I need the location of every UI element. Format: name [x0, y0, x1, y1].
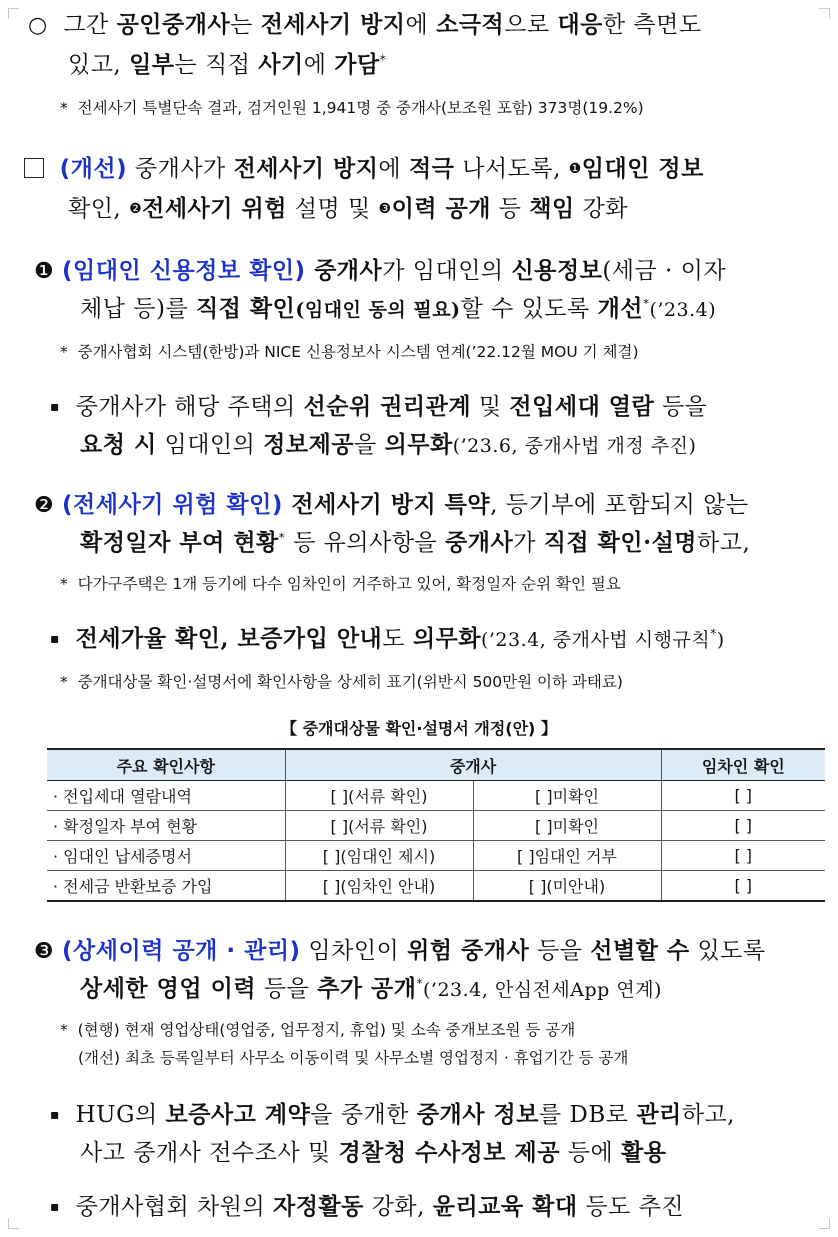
s2-line1: (개선) 중개사가 전세사기 방지에 적극 나서도록, ❶임대인 정보	[24, 150, 704, 183]
p2-line1: ❷ (전세사기 위험 확인) 전세사기 방지 특약, 등기부에 포함되지 않는	[34, 491, 749, 518]
table-row	[47, 811, 825, 841]
corner-mark	[8, 8, 19, 19]
p2-note: * 다가구주택은 1개 등기에 다수 임차인이 거주하고 있어, 확정일자 순위 확인 필요	[60, 575, 621, 593]
number-1-icon: ❶	[34, 259, 55, 284]
header-tenant: 임차인 확인	[661, 749, 825, 781]
s1-line2: 있고, 일부는 직접 사기에 가담*	[68, 51, 387, 78]
number-3-icon: ❸	[34, 939, 55, 964]
number-1-icon: ❶	[568, 161, 582, 177]
table-row	[47, 871, 825, 902]
corner-mark	[819, 8, 830, 19]
p3-bullet2: ▪ 중개사협회 차원의 자정활동 강화, 윤리교육 확대 등도 추진	[50, 1193, 685, 1220]
p2-line2: 확정일자 부여 현황* 등 유의사항을 중개사가 직접 확인·설명하고,	[80, 529, 751, 556]
row-option-b: [ ]임대인 거부	[473, 841, 661, 871]
corner-mark	[8, 1218, 19, 1229]
bullet-icon: ▪	[50, 1199, 60, 1215]
corner-mark	[819, 1218, 830, 1229]
square-bullet-icon	[24, 158, 44, 178]
bullet-icon: ▪	[50, 1107, 60, 1123]
row-option-b: [ ]미확인	[473, 781, 661, 811]
row-option-a: [ ](서류 확인)	[285, 781, 473, 811]
header-broker: 중개사	[285, 749, 661, 781]
s1-line1: ○ 그간 공인중개사는 전세사기 방지에 소극적으로 대응한 측면도	[28, 11, 702, 38]
p1-line2: 체납 등)를 직접 확인(임대인 동의 필요)할 수 있도록 개선*(’23.4)	[80, 295, 717, 322]
p3-line2: 상세한 영업 이력 등을 추가 공개*(’23.4, 안심전세App 연계)	[80, 975, 662, 1002]
p3-heading: (상세이력 공개 · 관리)	[62, 938, 301, 964]
p1-bullet-line1: ▪ 중개사가 해당 주택의 선순위 권리관계 및 전입세대 열람 등을	[50, 393, 708, 420]
p3-bullet1-line2: 사고 중개사 전수조사 및 경찰청 수사정보 제공 등에 활용	[80, 1139, 667, 1166]
row-tenant-check: [ ]	[661, 871, 825, 902]
table-caption: 【 중개대상물 확인·설명서 개정(안) 】	[281, 719, 557, 738]
row-option-a: [ ](서류 확인)	[285, 811, 473, 841]
number-3-icon: ❸	[378, 201, 392, 217]
p1-heading: (임대인 신용정보 확인)	[62, 258, 306, 284]
s2-line2: 확인, ❷전세사기 위험 설명 및 ❸이력 공개 등 책임 강화	[68, 195, 629, 222]
row-option-a: [ ](임대인 제시)	[285, 841, 473, 871]
row-item: · 임대인 납세증명서	[47, 841, 285, 871]
header-items: 주요 확인사항	[47, 749, 285, 781]
p1-bullet-line2: 요청 시 임대인의 정보제공을 의무화(’23.6, 중개사법 개정 추진)	[80, 431, 697, 458]
row-option-b: [ ]미확인	[473, 811, 661, 841]
p3-note-improved: (개선) 최초 등록일부터 사무소 이동이력 및 사무소별 영업정지 · 휴업기간 등 공개	[78, 1049, 629, 1067]
checklist-table	[47, 748, 825, 902]
row-tenant-check: [ ]	[661, 811, 825, 841]
table-row	[47, 781, 825, 811]
p2-bullet-line1: ▪ 전세가율 확인, 보증가입 안내도 의무화(’23.4, 중개사법 시행규칙*)	[50, 625, 725, 652]
table-header-row	[47, 749, 825, 781]
bullet-icon: ▪	[50, 399, 60, 415]
row-item: · 전세금 반환보증 가입	[47, 871, 285, 902]
p3-note-current: * (현행) 현재 영업상태(영업중, 업무정지, 휴업) 및 소속 중개보조원 등 공개	[60, 1021, 576, 1039]
circle-bullet-icon: ○	[28, 13, 48, 38]
row-option-b: [ ](미안내)	[473, 871, 661, 902]
p2-note2: * 중개대상물 확인·설명서에 확인사항을 상세히 표기(위반시 500만원 이하 과태료)	[60, 673, 623, 691]
bullet-icon: ▪	[50, 631, 60, 647]
row-option-a: [ ](임차인 안내)	[285, 871, 473, 902]
p2-heading: (전세사기 위험 확인)	[62, 492, 283, 518]
table-row	[47, 841, 825, 871]
p1-note: * 중개사협회 시스템(한방)과 NICE 신용정보사 시스템 연계(’22.12월 MOU 기 체결)	[60, 343, 639, 361]
s1-note: * 전세사기 특별단속 결과, 검거인원 1,941명 중 중개사(보조원 포함) 373명(19.2%)	[60, 99, 644, 117]
p3-bullet1-line1: ▪ HUG의 보증사고 계약을 중개한 중개사 정보를 DB로 관리하고,	[50, 1101, 735, 1128]
number-2-icon: ❷	[129, 201, 143, 217]
row-item: · 전입세대 열람내역	[47, 781, 285, 811]
s2-heading: (개선)	[59, 156, 128, 182]
row-tenant-check: [ ]	[661, 781, 825, 811]
row-item: · 확정일자 부여 현황	[47, 811, 285, 841]
row-tenant-check: [ ]	[661, 841, 825, 871]
number-2-icon: ❷	[34, 493, 55, 518]
p3-line1: ❸ (상세이력 공개 · 관리) 임차인이 위험 중개사 등을 선별할 수 있도록	[34, 937, 766, 964]
p1-line1: ❶ (임대인 신용정보 확인) 중개사가 임대인의 신용정보(세금 · 이자	[34, 257, 727, 284]
